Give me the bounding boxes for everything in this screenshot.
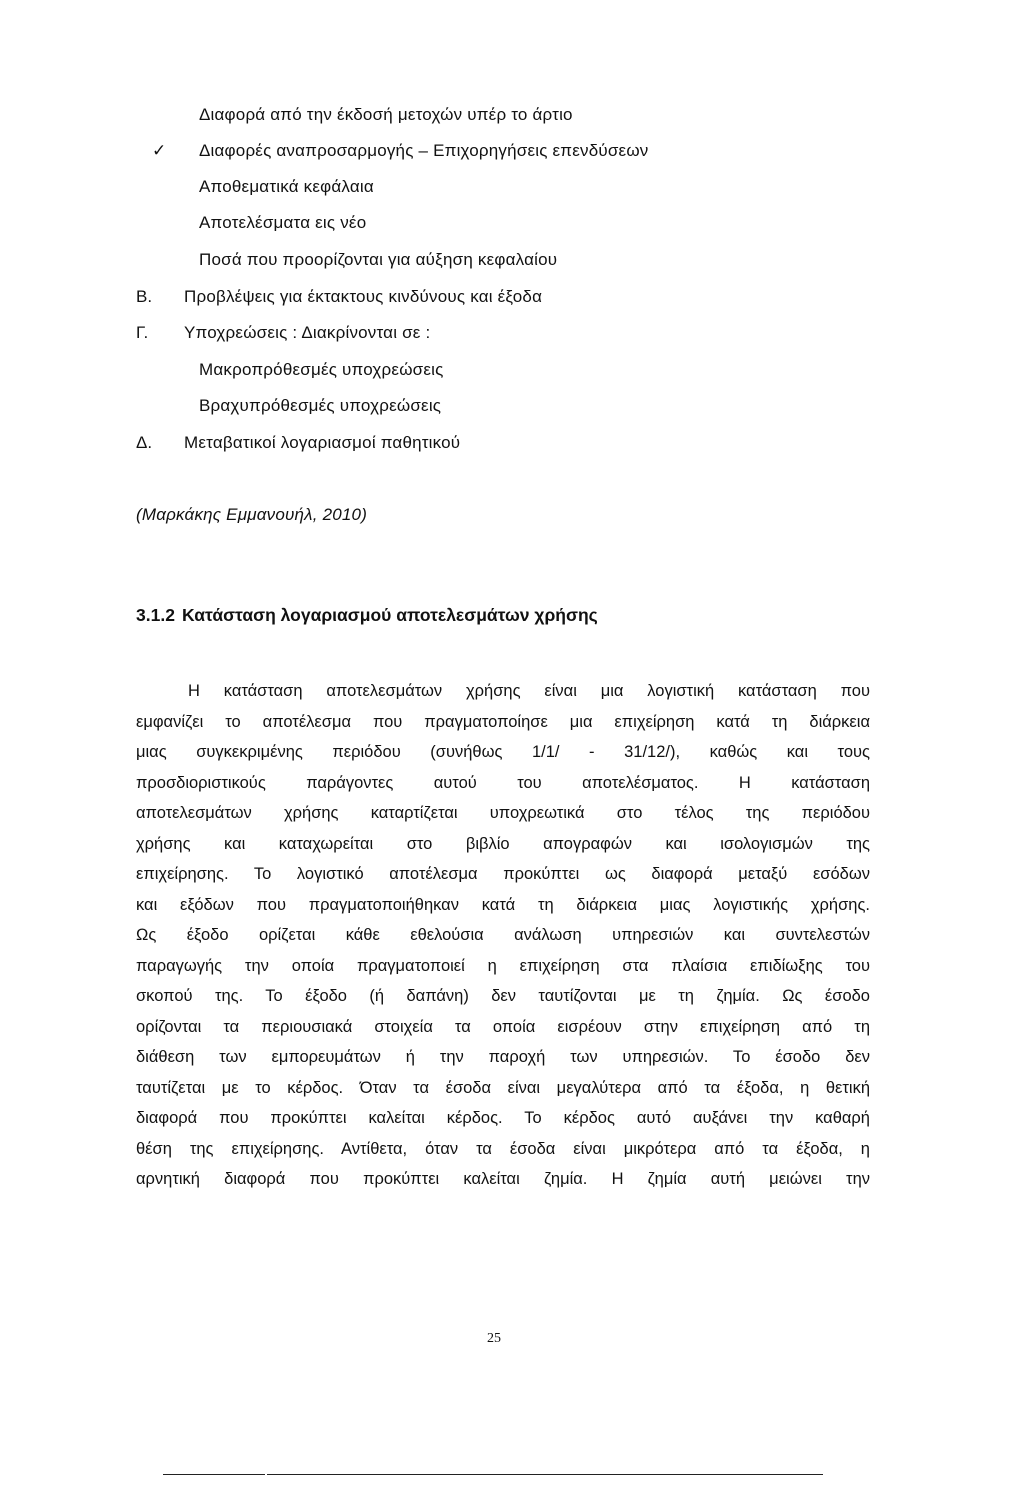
paragraph-line: θέση της επιχείρησης. Αντίθετα, όταν τα έσοδα είναι μικρότερα από τα έξοδα, η [136,1139,870,1158]
paragraph-line: χρήσης και καταχωρείται στο βιβλίο απογραφών και ισολογισμών της [136,834,870,853]
list-item: Αποθεματικά κεφάλαια [199,177,374,196]
paragraph-line: και εξόδων που πραγματοποιήθηκαν κατά τη διάρκεια μιας λογιστικής χρήσης. [136,895,870,914]
list-marker: Γ. [136,323,149,342]
paragraph-line: εμφανίζει το αποτέλεσμα που πραγματοποίησε μια επιχείρηση κατά τη διάρκεια [136,712,870,731]
list-item: Υποχρεώσεις : Διακρίνονται σε : [184,323,431,342]
paragraph-line: επιχείρησης. Το λογιστικό αποτέλεσμα προκύπτει ως διαφορά μεταξύ εσόδων [136,865,870,883]
list-item: Μακροπρόθεσμές υποχρεώσεις [199,360,444,379]
list-item: Διαφορές αναπροσαρμογής – Επιχορηγήσεις επενδύσεων [199,141,649,160]
list-item: Ποσά που προορίζονται για αύξηση κεφαλαίου [199,250,558,269]
citation: (Μαρκάκης Εμμανουήλ, 2010) [136,505,368,524]
paragraph-line: αποτελεσμάτων χρήσης καταρτίζεται υποχρεωτικά στο τέλος της περιόδου [136,804,870,822]
paragraph-line: μιας συγκεκριμένης περιόδου (συνήθως 1/1/ - 31/12/), καθώς και τους [136,743,870,761]
list-item: Προβλέψεις για έκτακτους κινδύνους και έξοδα [184,287,543,306]
checkmark-icon: ✓ [152,141,167,160]
paragraph-line: Ως έξοδο ορίζεται κάθε εθελούσια ανάλωση υπηρεσιών και συντελεστών [136,926,870,944]
list-item: Βραχυπρόθεσμές υποχρεώσεις [199,396,442,415]
paragraph-line: ταυτίζεται με το κέρδος. Όταν τα έσοδα είναι μεγαλύτερα από τα έξοδα, η θετική [136,1078,870,1097]
section-heading [136,605,598,626]
section-number: 3.1.2 [136,605,175,625]
list-item: Αποτελέσματα εις νέο [199,213,367,232]
paragraph-line: σκοπού της. Το έξοδο (ή δαπάνη) δεν ταυτίζονται με τη ζημία. Ως έσοδο [136,987,870,1005]
footer-divider [163,1474,265,1475]
body-paragraph [136,676,870,1195]
paragraph-line: αρνητική διαφορά που προκύπτει καλείται ζημία. Η ζημία αυτή μειώνει την [136,1170,870,1188]
paragraph-line: παραγωγής την οποία πραγματοποιεί η επιχείρηση στα πλαίσια επιδίωξης του [136,956,870,975]
list-marker: Β. [136,287,153,306]
page-number: 25 [487,1331,501,1346]
list-marker: Δ. [136,433,153,452]
paragraph-line: ορίζονται τα περιουσιακά στοιχεία τα οποία εισρέουν στην επιχείρηση από τη [136,1017,870,1036]
paragraph-line: διάθεση των εμπορευμάτων ή την παροχή των υπηρεσιών. Το έσοδο δεν [136,1048,870,1066]
paragraph-line: Η κατάσταση αποτελεσμάτων χρήσης είναι μια λογιστική κατάσταση που [188,682,870,700]
paragraph-line: διαφορά που προκύπτει καλείται κέρδος. Το κέρδος αυτό αυξάνει την καθαρή [136,1109,870,1127]
footer-divider [267,1474,823,1475]
section-title: Κατάσταση λογαριασμού αποτελεσμάτων χρήσης [182,605,598,625]
paragraph-line: προσδιοριστικούς παράγοντες αυτού του αποτελέσματος. Η κατάσταση [136,773,870,792]
list-item: Διαφορά από την έκδοσή μετοχών υπέρ το άρτιο [199,105,573,124]
list-item: Μεταβατικοί λογαριασμοί παθητικού [184,433,461,452]
